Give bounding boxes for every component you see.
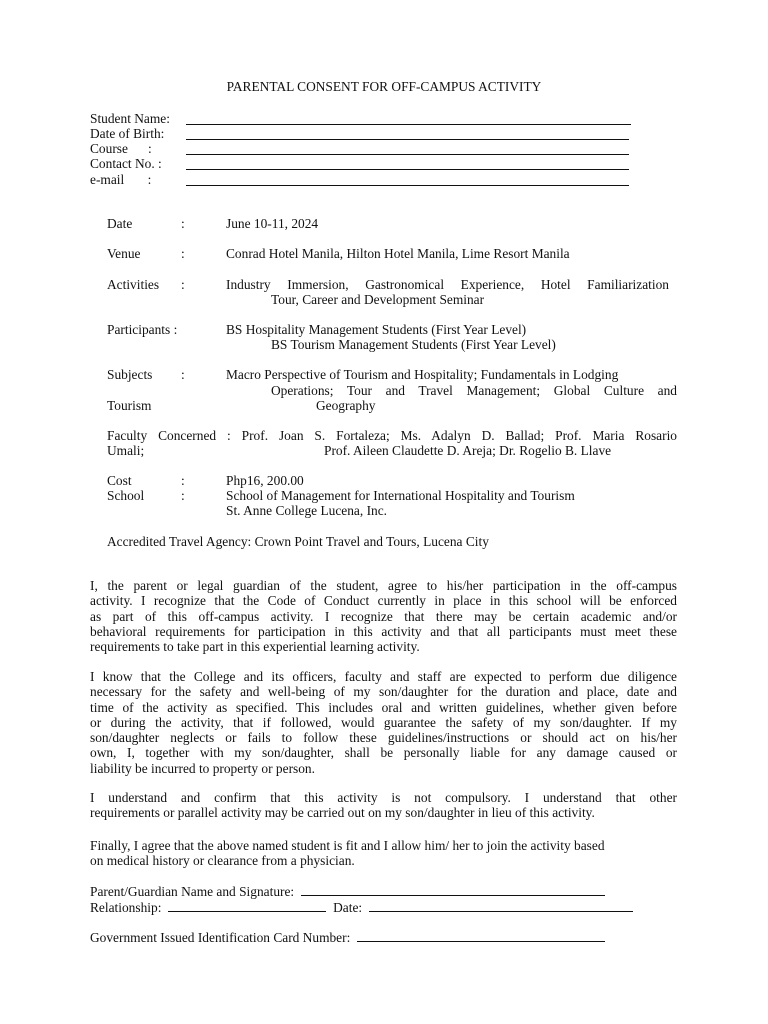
paragraph-line: time of the activity as specified. This includes oral and written guidelines, whether given before — [90, 699, 677, 715]
relationship-field[interactable] — [168, 900, 326, 912]
date-of-birth-label: Date of Birth: — [90, 126, 165, 141]
relationship-label: Relationship: — [90, 900, 162, 915]
faculty-line-2b: Prof. Aileen Claudette D. Areja; Dr. Rogelio B. Llave — [324, 443, 612, 458]
gov-id-field[interactable] — [357, 930, 605, 942]
consent-paragraph-2 — [90, 669, 677, 776]
relationship-row — [90, 900, 633, 915]
consent-paragraph-4 — [90, 838, 677, 869]
student-name-label: Student Name: — [90, 111, 170, 126]
cost-value: Php16, 200.00 — [226, 473, 304, 488]
participants-line-2: BS Tourism Management Students (First Year Level) — [271, 337, 556, 352]
school-label: School — [107, 488, 145, 503]
paragraph-line: Finally, I agree that the above named student is fit and I allow him/ her to join the activity based — [90, 838, 605, 853]
paragraph-line: behavioral requirements for participation in this activity and that all participants must meet these — [90, 623, 677, 639]
consent-paragraph-3 — [90, 790, 677, 821]
participants-line-1: BS Hospitality Management Students (First Year Level) — [226, 322, 527, 337]
school-line-2: St. Anne College Lucena, Inc. — [226, 503, 388, 518]
school-line-1: School of Management for International Hospitality and Tourism — [226, 488, 575, 503]
guardian-signature-field[interactable] — [301, 884, 605, 896]
form-title: PARENTAL CONSENT FOR OFF-CAMPUS ACTIVITY — [226, 79, 542, 94]
paragraph-line: requirements or parallel activity may be carried out on my son/daughter in lieu of this activity. — [90, 805, 595, 821]
subjects-colon: : — [181, 367, 185, 382]
cost-colon: : — [181, 473, 185, 488]
date-value: June 10-11, 2024 — [226, 216, 319, 231]
paragraph-line: activity. I recognize that the Code of Conduct currently in place in this school will be enforced — [90, 593, 677, 609]
gov-id-label: Government Issued Identification Card Number: — [90, 930, 351, 945]
course-field[interactable] — [186, 154, 629, 155]
paragraph-line: liability be incurred to property or person. — [90, 760, 315, 776]
activities-colon: : — [181, 277, 185, 292]
email-label: e-mail : — [90, 172, 152, 187]
activities-line-2: Tour, Career and Development Seminar — [271, 292, 485, 307]
subjects-line-2: Operations; Tour and Travel Management; Global Culture and — [271, 383, 677, 398]
student-name-field[interactable] — [186, 124, 631, 125]
paragraph-line: necessary for the safety and well-being of my son/daughter for the duration and place, date and — [90, 684, 677, 700]
subjects-line-3b: Geography — [316, 398, 376, 413]
email-field[interactable] — [186, 185, 629, 186]
activities-label: Activities — [107, 277, 160, 292]
paragraph-line: on medical history or clearance from a physician. — [90, 853, 355, 869]
cost-label: Cost — [107, 473, 132, 488]
paragraph-line: requirements to take part in this experiential learning activity. — [90, 639, 420, 655]
signature-date-field[interactable] — [369, 900, 633, 912]
guardian-signature-row — [90, 884, 605, 899]
faculty-line-2a: Umali; — [107, 443, 145, 458]
subjects-line-1: Macro Perspective of Tourism and Hospitality; Fundamentals in Lodging — [226, 367, 619, 382]
school-colon: : — [181, 488, 185, 503]
subjects-line-3a: Tourism — [107, 398, 152, 413]
signature-date-label: Date: — [333, 900, 363, 915]
date-label: Date — [107, 216, 133, 231]
paragraph-line: as part of this off-campus activity. I recognize that there may be certain academic and/or — [90, 608, 677, 624]
venue-value: Conrad Hotel Manila, Hilton Hotel Manila, Lime Resort Manila — [226, 246, 570, 261]
subjects-label: Subjects — [107, 367, 153, 382]
course-label: Course : — [90, 141, 152, 156]
gov-id-row — [90, 930, 605, 945]
contact-no-label: Contact No. : — [90, 156, 162, 171]
guardian-signature-label: Parent/Guardian Name and Signature: — [90, 884, 295, 899]
venue-label: Venue — [107, 246, 141, 261]
paragraph-line: son/daughter neglects or fails to follow these guidelines/instructions or should act on his/her — [90, 730, 677, 746]
contact-no-field[interactable] — [186, 169, 629, 170]
date-colon: : — [181, 216, 185, 231]
paragraph-line: I, the parent or legal guardian of the student, agree to his/her participation in the off-campus — [90, 578, 677, 593]
date-of-birth-field[interactable] — [186, 139, 629, 140]
faculty-line-1: Faculty Concerned : Prof. Joan S. Fortaleza; Ms. Adalyn D. Ballad; Prof. Maria Rosario — [107, 428, 677, 443]
activities-line-1: Industry Immersion, Gastronomical Experience, Hotel Familiarization — [226, 277, 669, 292]
paragraph-line: I know that the College and its officers, faculty and staff are expected to perform due diligence — [90, 669, 677, 684]
travel-agency: Accredited Travel Agency: Crown Point Travel and Tours, Lucena City — [107, 534, 489, 549]
paragraph-line: own, I, together with my son/daughter, shall be personally liable for any damage caused or — [90, 745, 677, 761]
consent-paragraph-1 — [90, 578, 677, 654]
venue-colon: : — [181, 246, 185, 261]
paragraph-line: or during the activity, that if followed, would guarantee the safety of my son/daughter. If my — [90, 714, 677, 730]
participants-label: Participants : — [107, 322, 178, 337]
paragraph-line: I understand and confirm that this activity is not compulsory. I understand that other — [90, 790, 677, 805]
